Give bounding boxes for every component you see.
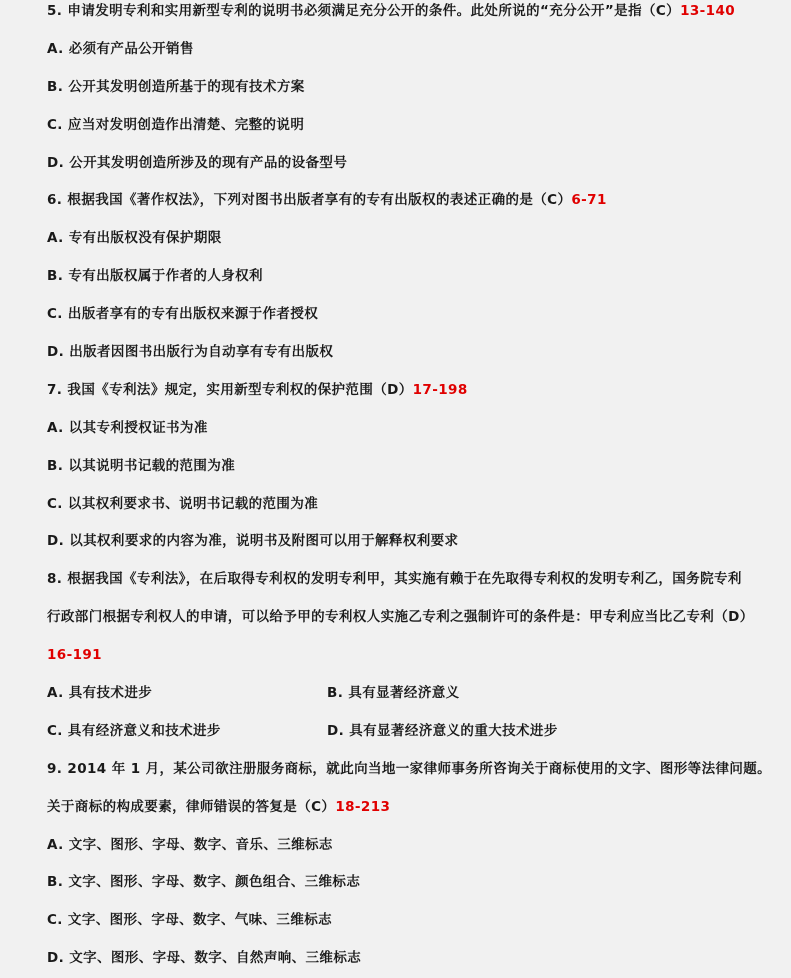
question-6-stem <box>47 182 781 220</box>
question-text: 7. 我国《专利法》规定，实用新型专利权的保护范围（D） <box>47 381 413 398</box>
option-c: C. 出版者享有的专有出版权来源于作者授权 <box>47 306 319 323</box>
option-d: D. 文字、图形、字母、数字、自然声响、三维标志 <box>47 950 362 967</box>
option-d: D. 公开其发明创造所涉及的现有产品的设备型号 <box>47 154 348 171</box>
question-8-stem-line2: 行政部门根据专利权人的申请，可以给予甲的专利权人实施乙专利之强制许可的条件是：甲专利应当比乙专利（D） <box>47 609 754 626</box>
option-a: A. 文字、图形、字母、数字、音乐、三维标志 <box>47 836 333 853</box>
question-text: 6. 根据我国《著作权法》，下列对图书出版者享有的专有出版权的表述正确的是（C） <box>47 192 572 209</box>
question-9-stem-line2 <box>47 789 781 827</box>
option-b: B. 文字、图形、字母、数字、颜色组合、三维标志 <box>47 874 361 891</box>
option-a: A. 具有技术进步 <box>47 685 153 702</box>
option-c: C. 文字、图形、字母、数字、气味、三维标志 <box>47 912 333 929</box>
page-reference: 16-191 <box>47 647 102 664</box>
option-c: C. 以其权利要求书、说明书记载的范围为准 <box>47 495 319 512</box>
question-5-stem <box>47 0 781 31</box>
page-reference: 6-71 <box>571 192 607 209</box>
option-b: B. 以其说明书记载的范围为准 <box>47 457 236 474</box>
option-c: C. 应当对发明创造作出清楚、完整的说明 <box>47 116 305 133</box>
option-d: D. 出版者因图书出版行为自动享有专有出版权 <box>47 344 334 361</box>
option-a: A. 以其专利授权证书为准 <box>47 419 208 436</box>
question-7-stem <box>47 372 781 410</box>
question-8-stem-line1: 8. 根据我国《专利法》，在后取得专利权的发明专利甲，其实施有赖于在先取得专利权的发明专利乙，国务院专利 <box>47 571 742 588</box>
option-d: D. 具有显著经济意义的重大技术进步 <box>327 722 558 739</box>
options-row <box>47 675 781 713</box>
page-reference: 13-140 <box>680 3 736 19</box>
question-text: 关于商标的构成要素，律师错误的答复是（C） <box>47 798 336 815</box>
option-b: B. 公开其发明创造所基于的现有技术方案 <box>47 78 305 95</box>
option-a: A. 专有出版权没有保护期限 <box>47 230 222 247</box>
option-d: D. 以其权利要求的内容为准，说明书及附图可以用于解释权利要求 <box>47 533 459 550</box>
question-text: 5. 申请发明专利和实用新型专利的说明书必须满足充分公开的条件。此处所说的“充分公开”是指（C） <box>47 3 681 19</box>
option-b: B. 专有出版权属于作者的人身权利 <box>47 268 263 285</box>
options-row <box>47 713 781 751</box>
question-9-stem-line1: 9. 2014 年 1 月，某公司欲注册服务商标，就此向当地一家律师事务所咨询关于商标使用的文字、图形等法律问题。 <box>47 760 772 777</box>
option-b: B. 具有显著经济意义 <box>327 685 460 702</box>
exam-document <box>47 0 781 978</box>
page-reference: 17-198 <box>412 381 468 398</box>
page-reference: 18-213 <box>335 798 391 815</box>
option-a: A. 必须有产品公开销售 <box>47 40 194 57</box>
option-c: C. 具有经济意义和技术进步 <box>47 722 221 739</box>
